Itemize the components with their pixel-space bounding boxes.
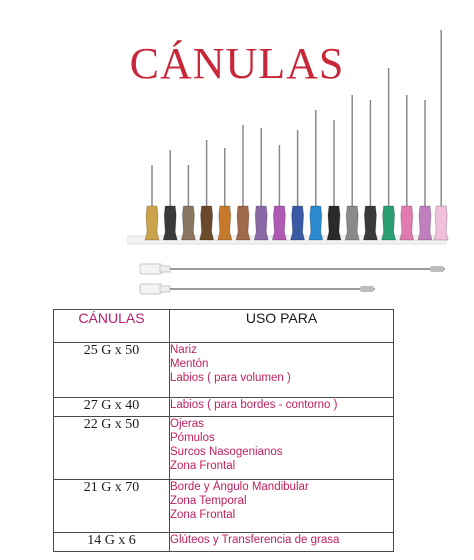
cannula-hub xyxy=(400,206,414,240)
cannula-hub xyxy=(200,206,214,240)
cannula-hub xyxy=(363,206,377,240)
use-item: Pómulos xyxy=(170,432,215,444)
uses-table xyxy=(53,309,394,552)
cannula-hub xyxy=(434,206,448,240)
use-item: Zona Frontal xyxy=(170,509,236,521)
cannula-hub xyxy=(181,206,195,240)
long-cannula-2 xyxy=(140,284,375,294)
cannula-size: 21 G x 70 xyxy=(54,480,170,533)
cannula-hub xyxy=(236,206,250,240)
use-item: Borde y Ángulo Mandibular xyxy=(170,481,309,493)
table-row xyxy=(54,398,394,417)
use-item: Glúteos y Transferencia de grasa xyxy=(170,534,340,546)
uses-list xyxy=(170,533,394,552)
uses-list xyxy=(170,417,394,480)
long-cannula-1 xyxy=(140,264,445,274)
cannula-hub xyxy=(382,206,396,240)
header-uso-para: USO PARA xyxy=(170,310,394,343)
uses-list xyxy=(170,343,394,398)
use-item: Zona Frontal xyxy=(170,460,236,472)
use-item: Labios ( para volumen ) xyxy=(170,372,291,384)
cannula-hub xyxy=(145,206,159,240)
use-item: Surcos Nasogenianos xyxy=(170,446,283,458)
cannula-size: 27 G x 40 xyxy=(54,398,170,417)
cannula-size: 22 G x 50 xyxy=(54,417,170,480)
use-item: Zona Temporal xyxy=(170,495,247,507)
table-row xyxy=(54,417,394,480)
cannula-hub xyxy=(218,206,232,240)
cannula-hub xyxy=(254,206,268,240)
use-item: Mentón xyxy=(170,358,209,370)
cannula-hub xyxy=(309,206,323,240)
table-row xyxy=(54,480,394,533)
table-row xyxy=(54,343,394,398)
use-item: Nariz xyxy=(170,344,197,356)
uses-list xyxy=(170,480,394,533)
cannula-hub xyxy=(163,206,177,240)
uses-list xyxy=(170,398,394,417)
cannula-size: 25 G x 50 xyxy=(54,343,170,398)
cannula-hub xyxy=(327,206,341,240)
page-title: CÁNULAS xyxy=(129,39,345,88)
cannula-hub xyxy=(345,206,359,240)
cannula-row xyxy=(145,30,448,240)
cannula-hub xyxy=(272,206,286,240)
use-item: Ojeras xyxy=(170,418,204,430)
cannula-size: 14 G x 6 xyxy=(54,533,170,552)
cannula-hub xyxy=(418,206,432,240)
use-item: Labios ( para bordes - contorno ) xyxy=(170,399,338,411)
table-row xyxy=(54,533,394,552)
header-canulas: CÁNULAS xyxy=(54,310,170,343)
cannula-hub xyxy=(291,206,305,240)
